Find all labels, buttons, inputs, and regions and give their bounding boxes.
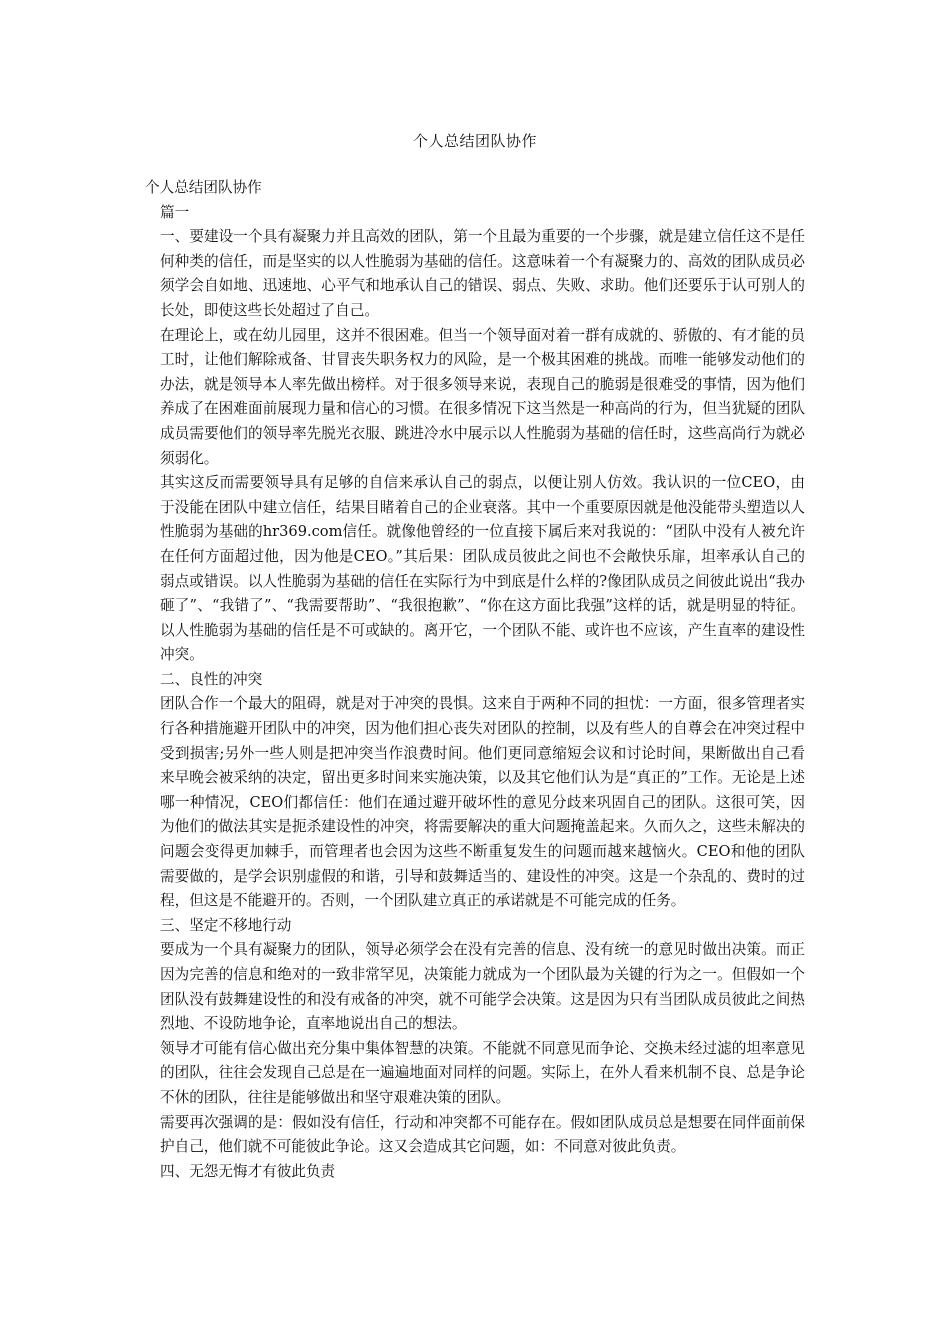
paragraph-collective-wisdom: 领导才可能有信心做出充分集中集体智慧的决策。不能就不同意见而争论、交换未经过滤的坦率意见的团队，往往会发现自己总是在一遍遍地面对同样的问题。实际上，在外人看来机制不良、总是争论不休的团队，往往是能够做出和坚守艰难决策的团队。: [160, 1039, 805, 1106]
subtitle-line: 个人总结团队协作: [145, 179, 262, 196]
paragraph-emphasis: 需要再次强调的是：假如没有信任，行动和冲突都不可能存在。假如团队成员总是想要在同伴面前保护自己，他们就不可能彼此争论。这又会造成其它问题，如：不同意对彼此负责。: [160, 1113, 805, 1156]
document-body: [145, 176, 805, 1184]
heading-firm-action: 三、坚定不移地行动: [160, 916, 292, 934]
paragraph-confidence: 其实这反而需要领导具有足够的自信来承认自己的弱点，以便让别人仿效。我认识的一位CEO，由于没能在团队中建立信任，结果目睹着自己的企业衰落。其中一个重要原因就是他没能带头塑造以人性脆弱为基础的hr369.com信任。就像他曾经的一位直接下属后来对我说的：“团队中没有人被允许在任何方面超过他，因为他是CEO。”其后果：团队成员彼此之间也不会敞快乐扉，坦率承认自己的弱点或错误。以人性脆弱为基础的信任在实际行为中到底是什么样的?像团队成员之间彼此说出“我办砸了”、“我错了”、“我需要帮助”、“我很抱歉”、“你在这方面比我强”这样的话，就是明显的特征。以人性脆弱为基础的信任是不可或缺的。离开它，一个团队不能、或许也不应该，产生直率的建设性冲突。: [160, 474, 805, 664]
paragraph-decision: 要成为一个具有凝聚力的团队，领导必须学会在没有完善的信息、没有统一的意见时做出决策。而正因为完善的信息和绝对的一致非常罕见，决策能力就成为一个团队最为关键的行为之一。但假如一个团队没有鼓舞建设性的和没有戒备的冲突，就不可能学会决策。这是因为只有当团队成员彼此之间热烈地、不设防地争论，直率地说出自己的想法。: [160, 941, 805, 1033]
paragraph-conflict: 团队合作一个最大的阻碍，就是对于冲突的畏惧。这来自于两种不同的担忧：一方面，很多管理者实行各种措施避开团队中的冲突，因为他们担心丧失对团队的控制，以及有些人的自尊会在冲突过程中受到损害;另外一些人则是把冲突当作浪费时间。他们更同意缩短会议和讨论时间，果断做出自己看来早晚会被采纳的决定，留出更多时间来实施决策，以及其它他们认为是“真正的”工作。无论是上述哪一种情况，CEO们都信任：他们在通过避开破坏性的意见分歧来巩固自己的团队。这很可笑，因为他们的做法其实是扼杀建设性的冲突，将需要解决的重大问题掩盖起来。久而久之，这些未解决的问题会变得更加棘手，而管理者也会因为这些不断重复发生的问题而越来越恼火。CEO和他的团队需要做的，是学会识别虚假的和谐，引导和鼓舞适当的、建设性的冲突。这是一个杂乱的、费时的过程，但这是不能避开的。否则，一个团队建立真正的承诺就是不可能完成的任务。: [160, 695, 805, 910]
heading-accountability: 四、无怨无悔才有彼此负责: [160, 1162, 336, 1180]
heading-benign-conflict: 二、良性的冲突: [160, 670, 263, 688]
section-label-part-one: 篇一: [160, 203, 190, 221]
document-title: 个人总结团队协作: [412, 132, 537, 150]
paragraph-trust: 一、要建设一个具有凝聚力并且高效的团队，第一个且最为重要的一个步骤，就是建立信任这不是任何种类的信任，而是坚实的以人性脆弱为基础的信任。这意味着一个有凝聚力的、高效的团队成员必须学会自如地、迅速地、心平气和地承认自己的错误、弱点、失败、求助。他们还要乐于认可别人的长处，即使这些长处超过了自己。: [160, 228, 805, 319]
paragraph-theory: 在理论上，或在幼儿园里，这并不很困难。但当一个领导面对着一群有成就的、骄傲的、有才能的员工时，让他们解除戒备、甘冒丧失职务权力的风险，是一个极其困难的挑战。而唯一能够发动他们的办法，就是领导本人率先做出榜样。对于很多领导来说，表现自己的脆弱是很难受的事情，因为他们养成了在困难面前展现力量和信心的习惯。在很多情况下这当然是一种高尚的行为，但当犹疑的团队成员需要他们的领导率先脱光衣服、跳进冷水中展示以人性脆弱为基础的信任时，这些高尚行为就必须弱化。: [160, 326, 805, 467]
